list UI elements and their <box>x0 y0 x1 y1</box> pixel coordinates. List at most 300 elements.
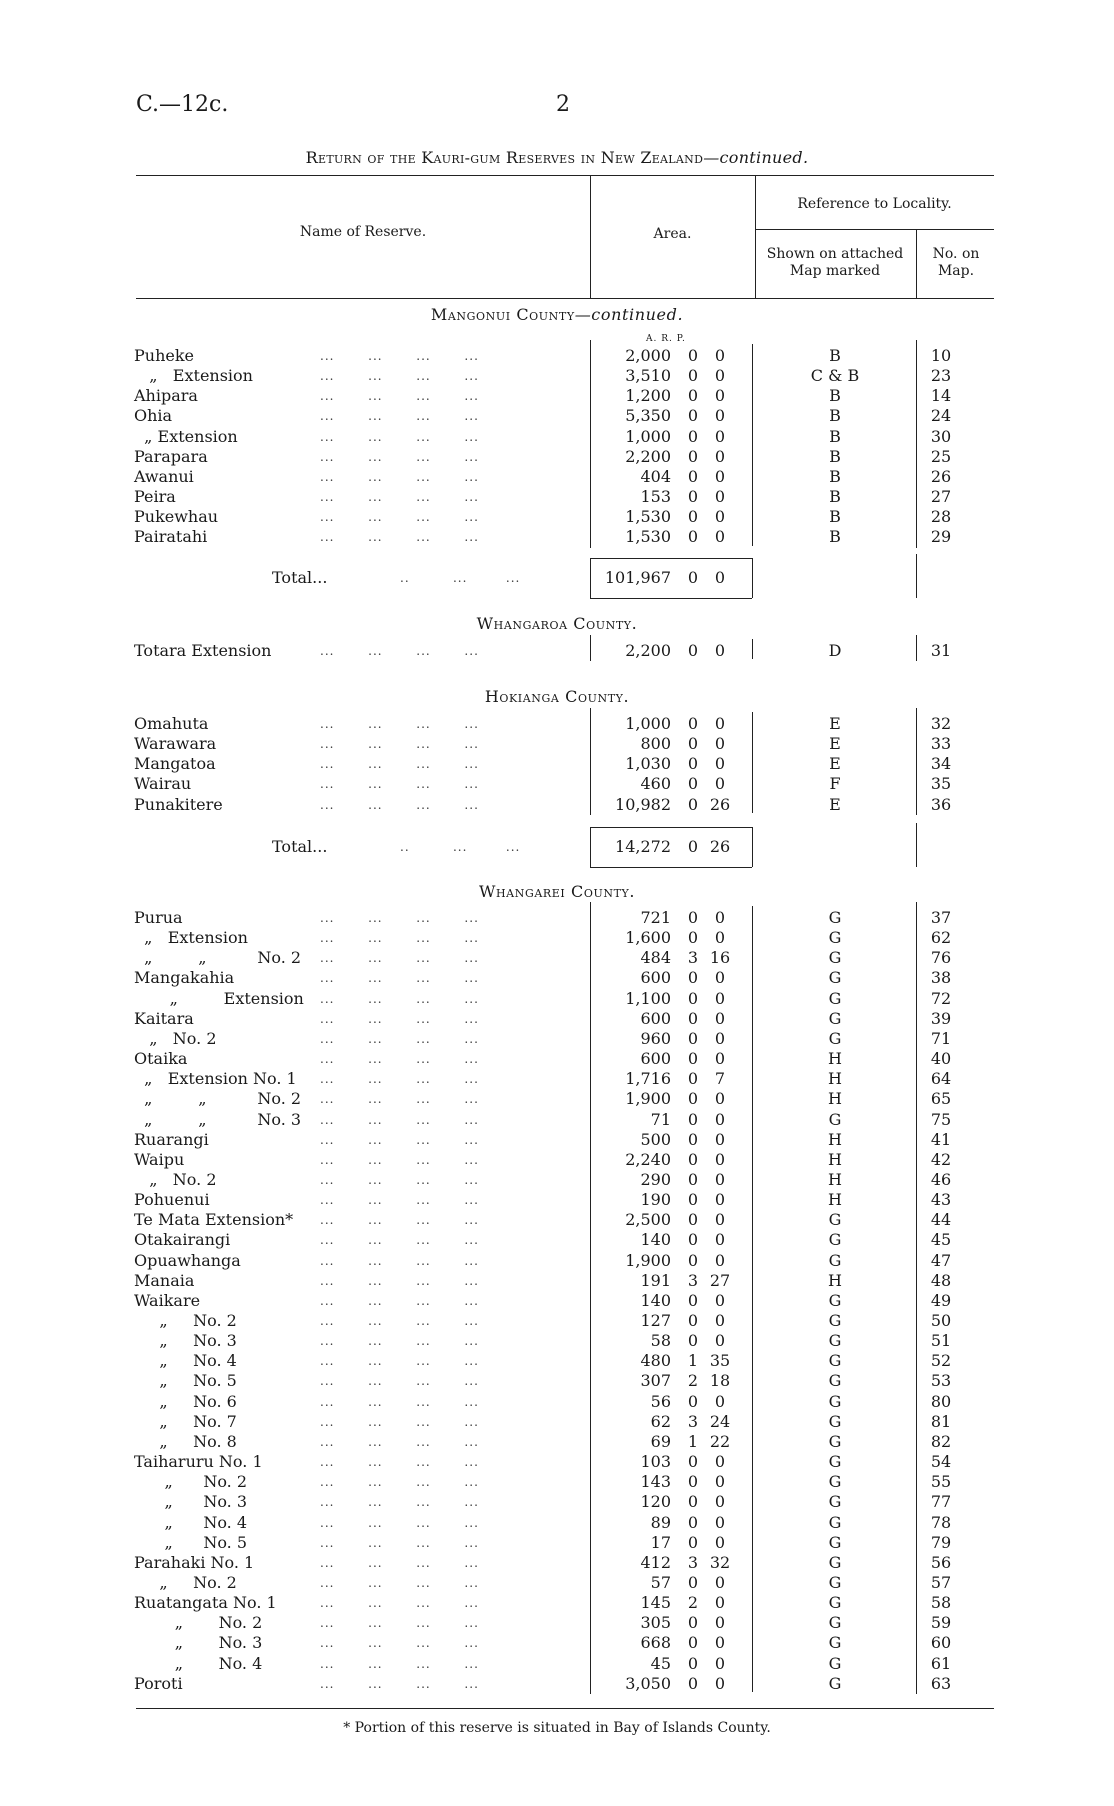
reserve-name: „ Extension <box>134 426 238 446</box>
total-roods: 0 <box>687 837 699 856</box>
map-marked: E <box>829 794 841 814</box>
area-acres: 500 <box>640 1129 671 1149</box>
area-acres: 58 <box>650 1331 671 1351</box>
area-perches: 0 <box>714 1028 726 1048</box>
table-row <box>0 1392 1114 1412</box>
area-perches: 0 <box>714 1008 726 1028</box>
column-header-area: Area. <box>653 226 692 242</box>
area-roods: 0 <box>687 1169 699 1189</box>
map-number: 71 <box>930 1028 952 1048</box>
reserve-name: Kaitara <box>134 1008 194 1028</box>
reserve-name: „ „ No. 2 <box>134 948 302 968</box>
area-acres: 600 <box>640 968 671 988</box>
reserve-name: „ No. 7 <box>134 1411 237 1431</box>
area-acres: 1,530 <box>625 507 671 527</box>
map-number: 44 <box>930 1210 952 1230</box>
area-perches: 0 <box>714 386 726 406</box>
map-number: 59 <box>930 1613 952 1633</box>
leader-dots: ... ... ... ... <box>320 1354 479 1369</box>
area-perches: 0 <box>714 1512 726 1532</box>
map-marked: B <box>829 466 841 486</box>
area-roods: 0 <box>687 774 699 794</box>
reserve-name: „ No. 2 <box>134 1169 217 1189</box>
area-perches: 0 <box>714 1311 726 1330</box>
area-roods: 0 <box>687 1472 699 1492</box>
leader-dots: ... ... ... ... <box>320 429 479 444</box>
area-acres: 1,100 <box>625 988 671 1008</box>
map-marked: B <box>829 346 841 365</box>
reserve-name: „ Extension <box>134 366 253 386</box>
total-rule-top <box>590 558 752 559</box>
map-marked: H <box>828 1169 842 1189</box>
area-roods: 0 <box>687 507 699 527</box>
area-perches: 0 <box>714 1190 726 1210</box>
table-row <box>0 447 1114 467</box>
map-marked: H <box>828 1089 842 1109</box>
map-number: 54 <box>930 1452 952 1472</box>
map-number: 57 <box>930 1572 952 1592</box>
area-units: A. R. P. <box>646 334 686 344</box>
leader-dots: ... ... ... ... <box>320 1253 479 1268</box>
reserve-name: Mangatoa <box>134 754 216 774</box>
leader-dots: ... ... ... ... <box>320 469 479 484</box>
map-number: 34 <box>930 754 952 774</box>
area-acres: 460 <box>640 774 671 794</box>
map-number: 49 <box>930 1290 952 1310</box>
reserve-name: Pukewhau <box>134 507 219 527</box>
leader-dots: ... ... ... ... <box>320 1374 479 1389</box>
column-header-shown: Shown on attached Map marked <box>766 246 904 279</box>
table-row <box>0 1472 1114 1492</box>
table-row <box>0 928 1114 948</box>
leader-dots: ... ... ... ... <box>320 1132 479 1147</box>
area-perches: 0 <box>714 1532 726 1552</box>
total-perches: 0 <box>714 568 726 587</box>
reserve-name: „ No. 6 <box>134 1391 237 1411</box>
area-acres: 190 <box>640 1190 671 1210</box>
area-acres: 404 <box>640 466 671 486</box>
reserve-name: Peira <box>134 487 176 507</box>
column-header-reference: Reference to Locality. <box>797 196 952 212</box>
area-acres: 1,000 <box>625 426 671 446</box>
map-marked: G <box>828 1351 842 1371</box>
area-perches: 0 <box>714 1210 726 1230</box>
leader-dots: ... ... ... ... <box>320 911 479 925</box>
map-number: 40 <box>930 1049 952 1069</box>
reserve-name: Taiharuru No. 1 <box>134 1452 263 1472</box>
total-number-rule <box>916 823 917 867</box>
leader-dots: ... ... ... ... <box>320 1676 479 1691</box>
map-marked: B <box>829 507 841 527</box>
leader-dots: ... ... ... ... <box>320 1414 479 1429</box>
area-perches: 26 <box>709 794 731 814</box>
reserve-name: Manaia <box>134 1270 195 1290</box>
section-name: Whangaroa County. <box>476 614 638 633</box>
map-number: 46 <box>930 1169 952 1189</box>
area-roods: 0 <box>687 1049 699 1069</box>
map-column-rule <box>752 344 753 546</box>
map-marked: B <box>829 487 841 507</box>
area-roods: 0 <box>687 928 699 948</box>
map-number: 27 <box>930 487 952 507</box>
area-roods: 0 <box>687 1210 699 1230</box>
table-row <box>0 641 1114 661</box>
table-row <box>0 1573 1114 1593</box>
map-number: 60 <box>930 1633 952 1653</box>
map-marked: G <box>828 1391 842 1411</box>
table-row <box>0 1452 1114 1472</box>
table-row <box>0 1029 1114 1049</box>
area-roods: 3 <box>687 948 699 968</box>
area-acres: 2,240 <box>625 1149 671 1169</box>
area-acres: 140 <box>640 1230 671 1250</box>
reserve-name: Punakitere <box>134 794 223 814</box>
map-marked: C & B <box>810 366 860 386</box>
total-number-rule <box>916 554 917 598</box>
leader-dots: ... ... ... ... <box>320 1273 479 1288</box>
leader-dots: ... ... ... ... <box>320 757 479 772</box>
area-roods: 0 <box>687 794 699 814</box>
map-marked: G <box>828 988 842 1008</box>
map-marked: G <box>828 1230 842 1250</box>
section-title <box>0 882 1114 901</box>
map-number: 24 <box>930 406 952 426</box>
section-name: Whangarei County. <box>478 882 636 901</box>
map-marked: F <box>829 774 841 794</box>
table-row <box>0 1069 1114 1089</box>
area-acres: 143 <box>640 1472 671 1492</box>
leader-dots: ... ... ... ... <box>320 1394 479 1409</box>
leader-dots: ... ... ... ... <box>320 1152 479 1167</box>
reserve-name: Mangakahia <box>134 968 235 988</box>
map-marked: G <box>828 1633 842 1653</box>
column-header-name: Name of Reserve. <box>299 224 427 240</box>
map-marked: B <box>829 426 841 446</box>
reserve-name: Pairatahi <box>134 527 208 547</box>
leader-dots: ... ... ... ... <box>320 530 479 545</box>
area-column-rule <box>590 635 591 661</box>
reserve-name: „ Extension No. 1 <box>134 1069 297 1089</box>
map-number: 58 <box>930 1593 952 1613</box>
area-roods: 0 <box>687 1633 699 1653</box>
map-marked: G <box>828 968 842 988</box>
area-roods: 2 <box>687 1593 699 1613</box>
area-perches: 0 <box>714 527 726 547</box>
area-acres: 1,716 <box>625 1069 671 1089</box>
area-roods: 0 <box>687 1109 699 1129</box>
area-acres: 127 <box>640 1311 671 1330</box>
table-row <box>0 1371 1114 1391</box>
column-divider-map-no <box>916 229 917 298</box>
total-area-rule <box>590 558 591 598</box>
map-column-rule <box>752 712 753 813</box>
reserve-name: Otaika <box>134 1049 188 1069</box>
map-number: 76 <box>930 948 952 968</box>
reserve-name: Pohuenui <box>134 1190 210 1210</box>
section-title <box>0 614 1114 633</box>
table-row <box>0 1170 1114 1190</box>
area-roods: 0 <box>687 466 699 486</box>
map-marked: G <box>828 1109 842 1129</box>
map-number: 29 <box>930 527 952 547</box>
leader-dots: ... ... ... ... <box>320 1616 479 1631</box>
map-number: 47 <box>930 1250 952 1270</box>
table-row <box>0 1351 1114 1371</box>
area-perches: 0 <box>714 466 726 486</box>
leader-dots: ... ... ... ... <box>320 1475 479 1490</box>
area-perches: 0 <box>714 1290 726 1310</box>
page-title <box>0 148 1114 167</box>
area-perches: 0 <box>714 1049 726 1069</box>
table-row <box>0 908 1114 928</box>
map-number: 53 <box>930 1371 952 1391</box>
reserve-name: Ruarangi <box>134 1129 209 1149</box>
area-roods: 3 <box>687 1411 699 1431</box>
reserve-name: Wairau <box>134 774 192 794</box>
area-acres: 484 <box>640 948 671 968</box>
leader-dots: ... ... ... ... <box>320 1515 479 1530</box>
map-number: 38 <box>930 968 952 988</box>
area-roods: 0 <box>687 1129 699 1149</box>
table-row <box>0 968 1114 988</box>
area-roods: 0 <box>687 1028 699 1048</box>
map-marked: G <box>828 948 842 968</box>
table-row <box>0 1593 1114 1613</box>
area-acres: 290 <box>640 1169 671 1189</box>
area-roods: 0 <box>687 446 699 466</box>
area-perches: 0 <box>714 1572 726 1592</box>
map-number: 33 <box>930 734 952 754</box>
area-roods: 0 <box>687 1452 699 1472</box>
table-row <box>0 427 1114 447</box>
table-row <box>0 1331 1114 1351</box>
table-row <box>0 1150 1114 1170</box>
reserve-name: Purua <box>134 908 183 927</box>
map-marked: G <box>828 1492 842 1512</box>
reserve-name: Parapara <box>134 446 208 466</box>
total-area-rule-right <box>752 827 753 867</box>
table-row <box>0 1654 1114 1674</box>
reserve-name: „ No. 3 <box>134 1492 248 1512</box>
area-perches: 16 <box>709 948 731 968</box>
area-roods: 0 <box>687 426 699 446</box>
table-row <box>0 507 1114 527</box>
map-marked: H <box>828 1190 842 1210</box>
title-main: Return of the Kauri-gum Reserves in New Zealand <box>305 148 704 167</box>
reserve-name: „ Extension <box>134 928 248 948</box>
area-roods: 0 <box>687 1230 699 1250</box>
map-number: 25 <box>930 446 952 466</box>
reserve-name: Otakairangi <box>134 1230 231 1250</box>
table-row <box>0 386 1114 406</box>
table-row <box>0 1513 1114 1533</box>
map-number: 78 <box>930 1512 952 1532</box>
map-number: 50 <box>930 1311 952 1330</box>
area-perches: 24 <box>709 1411 731 1431</box>
map-number: 31 <box>930 641 952 660</box>
total-rule-top <box>590 827 752 828</box>
map-marked: H <box>828 1270 842 1290</box>
map-marked: G <box>828 1311 842 1330</box>
reserve-name: Parahaki No. 1 <box>134 1552 255 1572</box>
area-roods: 0 <box>687 406 699 426</box>
leader-dots: ... ... ... ... <box>320 449 479 464</box>
leader-dots: ... ... ... ... <box>320 1072 479 1087</box>
area-acres: 2,000 <box>625 346 671 365</box>
map-marked: G <box>828 1532 842 1552</box>
area-perches: 0 <box>714 1169 726 1189</box>
area-perches: 0 <box>714 1129 726 1149</box>
header-bottom-rule <box>136 298 994 299</box>
table-row <box>0 948 1114 968</box>
map-marked: G <box>828 1512 842 1532</box>
map-marked: G <box>828 1008 842 1028</box>
total-row <box>0 837 1114 857</box>
area-perches: 0 <box>714 754 726 774</box>
map-marked: G <box>828 1028 842 1048</box>
area-roods: 0 <box>687 1532 699 1552</box>
area-perches: 0 <box>714 446 726 466</box>
reserve-name: „ No. 2 <box>134 1472 248 1492</box>
reserve-name: Te Mata Extension* <box>134 1210 294 1230</box>
reserve-name: „ No. 5 <box>134 1532 248 1552</box>
area-perches: 0 <box>714 1472 726 1492</box>
table-row <box>0 1190 1114 1210</box>
table-row <box>0 714 1114 734</box>
document-reference: C.—12c. <box>136 92 229 117</box>
area-perches: 0 <box>714 928 726 948</box>
section-title <box>0 687 1114 706</box>
area-perches: 0 <box>714 774 726 794</box>
reserve-name: „ No. 4 <box>134 1351 237 1371</box>
area-acres: 1,900 <box>625 1250 671 1270</box>
area-acres: 103 <box>640 1452 671 1472</box>
map-marked: G <box>828 1431 842 1451</box>
table-row <box>0 366 1114 386</box>
section-suffix: —continued. <box>574 305 684 324</box>
area-roods: 0 <box>687 734 699 754</box>
leader-dots: ... ... ... ... <box>320 971 479 986</box>
area-roods: 1 <box>687 1351 699 1371</box>
reserve-name: Opuawhanga <box>134 1250 241 1270</box>
total-area-rule-right <box>752 558 753 598</box>
area-perches: 0 <box>714 641 726 660</box>
area-acres: 1,600 <box>625 928 671 948</box>
area-perches: 0 <box>714 1673 726 1693</box>
area-roods: 0 <box>687 714 699 733</box>
reserve-name: Awanui <box>134 466 194 486</box>
area-acres: 71 <box>650 1109 671 1129</box>
leader-dots: ... ... ... ... <box>320 931 479 946</box>
area-perches: 0 <box>714 1331 726 1351</box>
area-roods: 0 <box>687 1089 699 1109</box>
area-acres: 1,030 <box>625 754 671 774</box>
area-perches: 0 <box>714 1633 726 1653</box>
leader-dots: ... ... ... ... <box>320 1314 479 1328</box>
area-roods: 0 <box>687 1149 699 1169</box>
table-bottom-rule <box>136 1708 994 1709</box>
map-number: 45 <box>930 1230 952 1250</box>
area-acres: 140 <box>640 1290 671 1310</box>
table-row <box>0 774 1114 794</box>
leader-dots: ... ... ... ... <box>320 1535 479 1550</box>
table-row <box>0 1553 1114 1573</box>
map-number: 14 <box>930 386 952 406</box>
leader-dots: ... ... ... ... <box>320 1233 479 1248</box>
area-roods: 0 <box>687 641 699 660</box>
area-roods: 0 <box>687 1311 699 1330</box>
area-perches: 0 <box>714 1109 726 1129</box>
table-row <box>0 795 1114 815</box>
map-marked: G <box>828 1331 842 1351</box>
table-row <box>0 1049 1114 1069</box>
total-rule-bottom <box>590 598 752 599</box>
leader-dots: ... ... ... ... <box>320 1596 479 1611</box>
area-perches: 0 <box>714 1593 726 1613</box>
area-acres: 89 <box>650 1512 671 1532</box>
area-acres: 307 <box>640 1371 671 1391</box>
map-marked: B <box>829 446 841 466</box>
area-column-rule <box>590 902 591 1694</box>
area-acres: 17 <box>650 1532 671 1552</box>
map-number: 79 <box>930 1532 952 1552</box>
map-number: 62 <box>930 928 952 948</box>
leader-dots: ... ... ... ... <box>320 1455 479 1470</box>
area-roods: 0 <box>687 366 699 386</box>
reserve-name: Ahipara <box>134 386 198 406</box>
area-perches: 0 <box>714 426 726 446</box>
map-number: 52 <box>930 1351 952 1371</box>
area-perches: 0 <box>714 366 726 386</box>
table-row <box>0 467 1114 487</box>
area-roods: 0 <box>687 386 699 406</box>
area-perches: 0 <box>714 988 726 1008</box>
map-marked: G <box>828 1673 842 1693</box>
area-acres: 1,200 <box>625 386 671 406</box>
area-perches: 7 <box>714 1069 726 1089</box>
total-roods: 0 <box>687 568 699 587</box>
map-marked: G <box>828 1593 842 1613</box>
map-number: 64 <box>930 1069 952 1089</box>
table-row <box>0 487 1114 507</box>
area-perches: 0 <box>714 1089 726 1109</box>
area-acres: 3,510 <box>625 366 671 386</box>
area-roods: 0 <box>687 1290 699 1310</box>
leader-dots: ... ... ... ... <box>320 717 479 731</box>
area-acres: 960 <box>640 1028 671 1048</box>
map-number: 48 <box>930 1270 952 1290</box>
map-number: 32 <box>930 714 952 733</box>
table-row <box>0 1210 1114 1230</box>
table-row <box>0 1110 1114 1130</box>
map-marked: G <box>828 1290 842 1310</box>
area-perches: 0 <box>714 714 726 733</box>
leader-dots: ... ... ... ... <box>320 1293 479 1308</box>
area-perches: 0 <box>714 1250 726 1270</box>
area-acres: 600 <box>640 1008 671 1028</box>
number-column-rule <box>916 340 917 548</box>
map-marked: G <box>828 928 842 948</box>
reference-rule <box>755 229 994 230</box>
reserve-name: „ Extension <box>134 988 304 1008</box>
map-number: 63 <box>930 1673 952 1693</box>
leader-dots: ... ... ... ... <box>320 1031 479 1046</box>
reserve-name: Ruatangata No. 1 <box>134 1593 277 1613</box>
area-perches: 35 <box>709 1351 731 1371</box>
map-marked: B <box>829 386 841 406</box>
map-number: 28 <box>930 507 952 527</box>
map-marked: E <box>829 734 841 754</box>
